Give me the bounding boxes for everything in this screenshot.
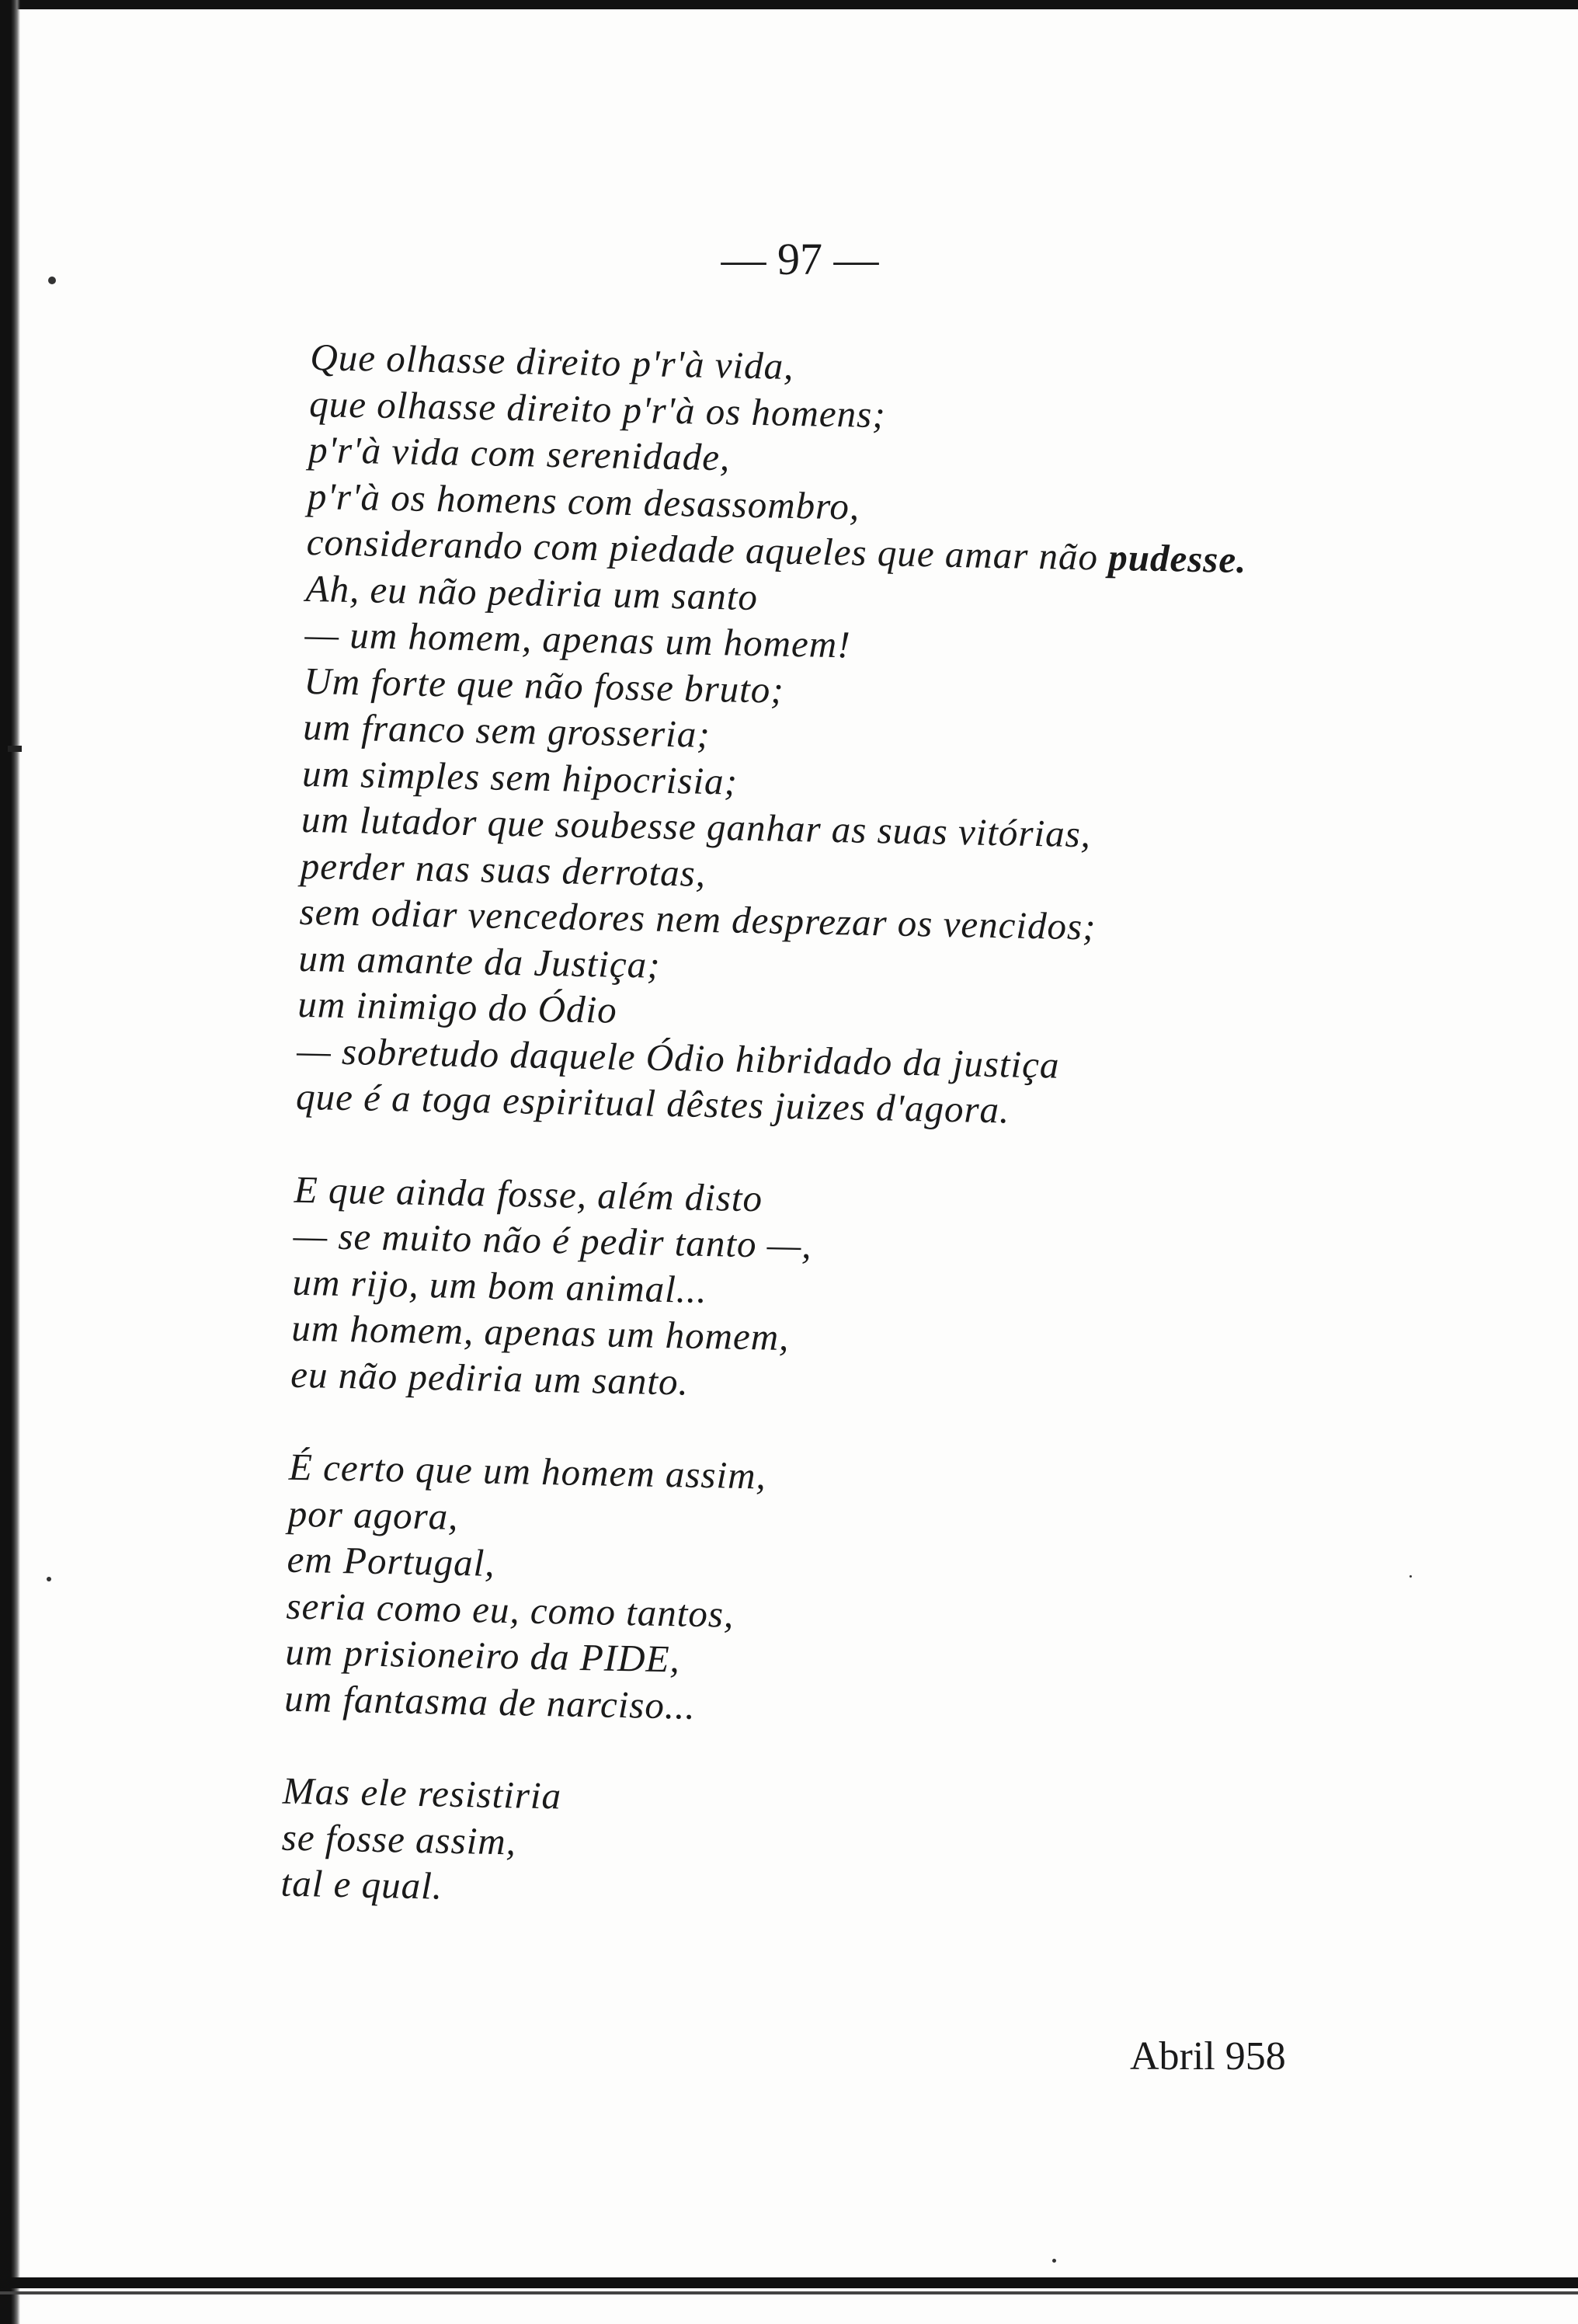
page-number: — 97 — (721, 234, 879, 284)
poem-line: que é a toga espiritual dêstes juizes d'agora. (295, 1074, 1010, 1132)
poem-line: sem odiar vencedores nem desprezar os vencidos; (299, 889, 1097, 948)
scan-speck (48, 277, 56, 284)
scan-border-top (0, 0, 1578, 9)
poem-line: um amante da Justiça; (298, 936, 662, 986)
poem-line: um prisioneiro da PIDE, (284, 1630, 681, 1681)
poem-line: um fantasma de narciso... (283, 1676, 697, 1727)
poem-line: perder nas suas derrotas, (300, 844, 707, 895)
stanza-1 (296, 334, 1522, 1143)
scan-border-notch (8, 746, 22, 752)
poem-line: um inimigo do Ódio (297, 982, 618, 1032)
poem-line: p'r'à vida com serenidade, (308, 427, 731, 479)
scan-border-bottom-line (0, 2291, 1578, 2294)
poem-line: p'r'à os homens com desassombro, (307, 474, 860, 528)
poem-line: um lutador que soubesse ganhar as suas vitórias, (301, 797, 1092, 856)
poem-line: por agora, (287, 1491, 459, 1538)
poem-line: Mas ele resistiria (282, 1769, 562, 1818)
scan-speck (1052, 2259, 1056, 2263)
poem-line: um franco sem grosseria; (302, 705, 711, 756)
poem-line: E que ainda fosse, além disto (294, 1167, 763, 1219)
poem-line: É certo que um homem assim, (288, 1445, 767, 1498)
poem-line: que olhasse direito p'r'à os homens; (308, 381, 887, 436)
poem-date: Abril 958 (1130, 2034, 1286, 2079)
poem-line: — se muito não é pedir tanto —, (293, 1213, 813, 1267)
poem-line: — sobretudo daquele Ódio hibridado da justiça (296, 1028, 1060, 1087)
poem-line: Que olhasse direito p'r'à vida, (309, 335, 794, 388)
poem (280, 334, 1522, 1976)
poem-line: — um homem, apenas um homem! (304, 612, 852, 666)
poem-line: tal e qual. (280, 1861, 443, 1908)
stanza-3 (284, 1444, 1501, 1745)
stanza-2 (290, 1166, 1506, 1420)
scan-border-bottom (0, 2277, 1578, 2288)
poem-line: eu não pediria um santo. (290, 1352, 690, 1404)
poem-line: seria como eu, como tantos, (286, 1584, 735, 1636)
poem-line: Ah, eu não pediria um santo (305, 566, 759, 618)
poem-line: um rijo, um bom animal... (292, 1260, 708, 1311)
poem-line: um homem, apenas um homem, (290, 1306, 790, 1359)
poem-line-text: considerando com piedade aqueles que amar não (306, 520, 1099, 579)
poem-line: em Portugal, (287, 1537, 496, 1585)
scan-border-left (0, 0, 20, 2324)
poem-line: um simples sem hipocrisia; (301, 751, 739, 803)
poem-line: se fosse assim, (281, 1815, 517, 1863)
scan-speck (47, 1577, 51, 1581)
stanza-4 (280, 1768, 1494, 1929)
poem-line: Um forte que não fosse bruto; (303, 659, 785, 711)
poem-line-tail: pudesse. (1107, 535, 1247, 582)
